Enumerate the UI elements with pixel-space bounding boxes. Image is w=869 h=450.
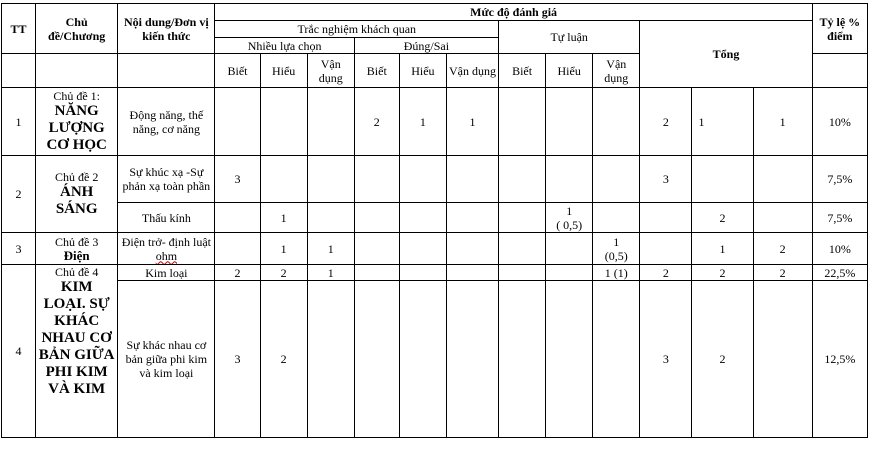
value-cell: 1 [307, 233, 354, 265]
table-row [2, 156, 868, 203]
content-cell: Thấu kính [118, 203, 215, 233]
sub-tf-apply: Vận dụng [446, 54, 498, 88]
table-row [2, 203, 868, 233]
sub-essay-know: Biết [499, 54, 546, 88]
value-cell: 1 [692, 233, 753, 265]
value-cell [499, 88, 546, 156]
value-cell: 3 [640, 156, 692, 203]
value-cell [499, 233, 546, 265]
value-cell [399, 156, 446, 203]
chapter-small-label: Chủ đề 4 [54, 265, 99, 279]
value-cell [215, 203, 260, 233]
header-content: Nội dung/Đơn vị kiến thức [118, 4, 215, 54]
value-cell: 1 [692, 88, 753, 156]
value-cell: 1 [260, 233, 307, 265]
header-chapter: Chủ đề/Chương [36, 4, 118, 54]
sub-mc-know: Biết [215, 54, 260, 88]
sub-essay-apply: Vận dụng [593, 54, 640, 88]
assessment-matrix-table [1, 3, 868, 438]
value-cell: 1 [399, 88, 446, 156]
value-cell [399, 203, 446, 233]
header-tt-cont [2, 54, 36, 88]
table-row [2, 233, 868, 265]
value-cell [307, 203, 354, 233]
value-cell [307, 156, 354, 203]
value-cell [354, 281, 399, 438]
content-cell: Sự khúc xạ -Sự phản xạ toàn phần [118, 156, 215, 203]
value-cell [354, 203, 399, 233]
value-cell [593, 156, 640, 203]
value-cell: 1 [753, 88, 812, 156]
sub-tf-know: Biết [354, 54, 399, 88]
value-cell [446, 233, 498, 265]
value-cell: 2 [260, 265, 307, 281]
value-cell [399, 233, 446, 265]
chapter-title: ÁNH SÁNG [55, 184, 98, 217]
row-number: 2 [2, 156, 36, 233]
content-cell: Kim loại [118, 265, 215, 281]
value-cell: 2 [692, 281, 753, 438]
value-cell [499, 156, 546, 203]
header-percent-cont [812, 54, 867, 88]
chapter-small-label: Chủ đề 1: [53, 89, 100, 103]
header-percent: Tỷ lệ % điểm [812, 4, 867, 54]
value-cell [446, 203, 498, 233]
value-cell [593, 88, 640, 156]
value-cell [546, 233, 593, 265]
content-cell: Động năng, thế năng, cơ năng [118, 88, 215, 156]
value-cell: 2 [692, 203, 753, 233]
value-cell: 2 [354, 88, 399, 156]
chapter-cell [36, 233, 118, 265]
value-cell [354, 156, 399, 203]
chapter-title: KIM LOẠI. SỰ KHÁC NHAU CƠ BẢN GIỮA PHI KIM VÀ KIM [38, 279, 115, 397]
value-cell: 2 [260, 281, 307, 438]
value-cell [399, 265, 446, 281]
value-cell [446, 156, 498, 203]
value-cell: 2 [640, 88, 692, 156]
table-row [2, 88, 868, 156]
value-cell: 1 (0,5) [593, 233, 640, 265]
value-cell [399, 281, 446, 438]
value-cell [499, 203, 546, 233]
value-cell [640, 203, 692, 233]
value-cell [446, 265, 498, 281]
row-number: 3 [2, 233, 36, 265]
row-number: 1 [2, 88, 36, 156]
chapter-small-label: Chủ đề 2 [54, 170, 99, 184]
value-cell [753, 281, 812, 438]
value-cell [753, 156, 812, 203]
header-level: Mức độ đánh giá [215, 4, 812, 21]
value-cell: 2 [640, 265, 692, 281]
value-cell: 1 (1) [593, 265, 640, 281]
value-cell [354, 265, 399, 281]
chapter-cell [36, 265, 118, 438]
header-true-false: Đúng/Sai [354, 38, 498, 54]
value-cell [307, 88, 354, 156]
value-cell: 2 [753, 233, 812, 265]
value-cell [446, 281, 498, 438]
value-cell [753, 203, 812, 233]
content-cell: Sự khác nhau cơ bản giữa phi kim và kim loại [118, 281, 215, 438]
value-cell [546, 156, 593, 203]
value-cell [499, 265, 546, 281]
value-cell [546, 281, 593, 438]
header-objective: Trắc nghiệm khách quan [215, 21, 499, 38]
content-text-ohm: ohm [155, 248, 178, 263]
value-cell: 1 [307, 265, 354, 281]
value-cell [260, 156, 307, 203]
value-cell [640, 233, 692, 265]
content-text: Điện trở- định luật [121, 234, 212, 249]
row-number: 4 [2, 265, 36, 438]
header-content-cont [118, 54, 215, 88]
value-cell: 2 [692, 265, 753, 281]
header-chapter-cont [36, 54, 118, 88]
value-cell: 1 ( 0,5) [546, 203, 593, 233]
header-multi-choice: Nhiều lựa chọn [215, 38, 354, 54]
value-cell [260, 88, 307, 156]
sub-mc-apply: Vận dụng [307, 54, 354, 88]
sub-mc-understand: Hiểu [260, 54, 307, 88]
value-cell: 3 [215, 281, 260, 438]
percent-cell: 12,5% [812, 281, 867, 438]
chapter-cell [36, 156, 118, 233]
value-cell [593, 281, 640, 438]
value-cell [593, 203, 640, 233]
value-cell [546, 88, 593, 156]
percent-cell: 7,5% [812, 203, 867, 233]
value-cell: 2 [215, 265, 260, 281]
sub-tf-understand: Hiểu [399, 54, 446, 88]
percent-cell: 7,5% [812, 156, 867, 203]
value-cell: 2 [753, 265, 812, 281]
percent-cell: 10% [812, 88, 867, 156]
content-cell [118, 233, 215, 265]
value-cell [354, 233, 399, 265]
value-cell [215, 88, 260, 156]
chapter-small-label: Chủ đề 3 [54, 234, 99, 249]
table-row [2, 281, 868, 438]
value-cell [546, 265, 593, 281]
value-cell: 3 [215, 156, 260, 203]
percent-cell: 10% [812, 233, 867, 265]
value-cell [692, 156, 753, 203]
value-cell: 1 [260, 203, 307, 233]
value-cell: 1 [446, 88, 498, 156]
header-total: Tổng [640, 21, 812, 88]
value-cell [307, 281, 354, 438]
value-cell: 3 [640, 281, 692, 438]
value-cell [215, 233, 260, 265]
chapter-title: NĂNG LƯỢNG CƠ HỌC [46, 103, 107, 153]
value-cell [499, 281, 546, 438]
sub-essay-understand: Hiểu [546, 54, 593, 88]
percent-cell: 22,5% [812, 265, 867, 281]
table-row [2, 265, 868, 281]
chapter-title: Điện [63, 247, 90, 263]
header-tt: TT [2, 4, 36, 54]
chapter-cell [36, 88, 118, 156]
header-essay: Tự luận [499, 21, 640, 54]
